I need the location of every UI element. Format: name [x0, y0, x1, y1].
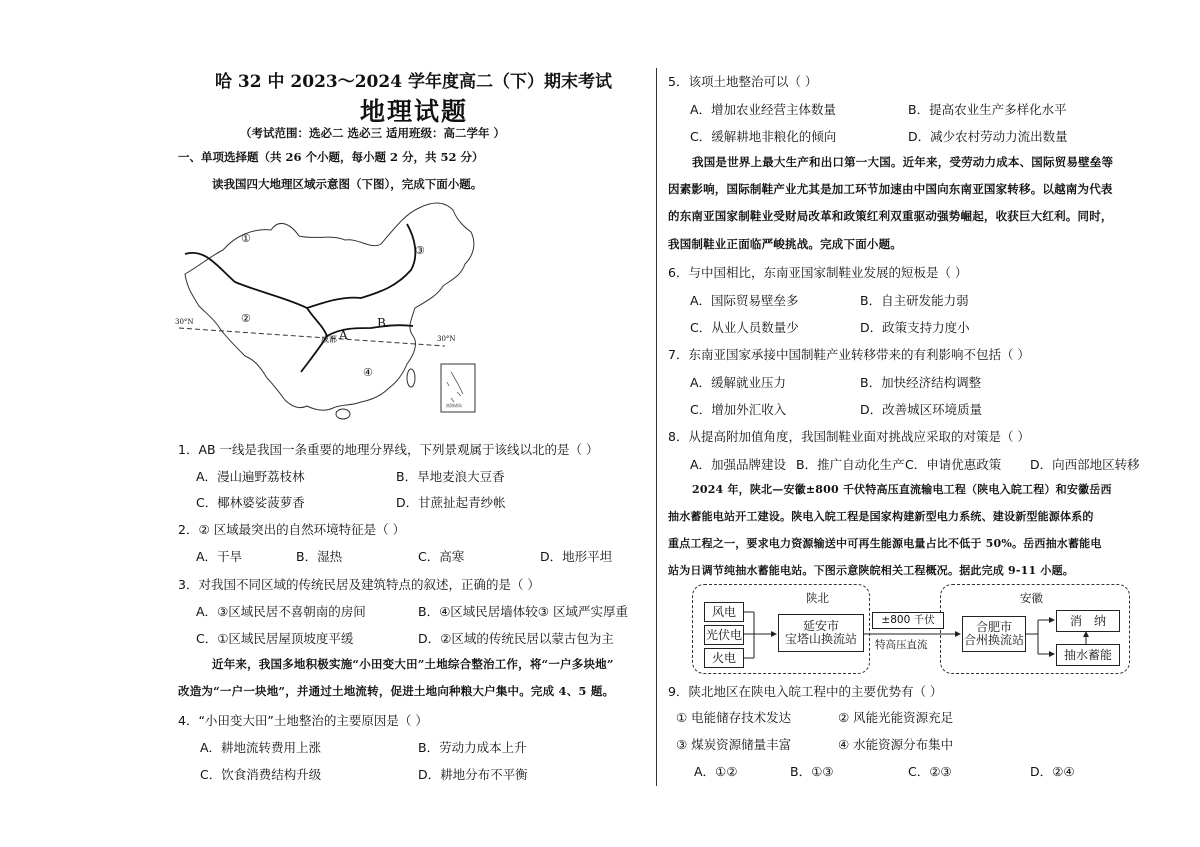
q8-option-b: B．推广自动化生产: [796, 457, 905, 472]
passage-6-8-line2: 因素影响，国际制鞋产业尤其是加工环节加速由中国向东南亚国家转移。以越南为代表: [668, 182, 1113, 196]
passage-9-11-line2: 抽水蓄能电站开工建设。陕电入皖工程是国家构建新型电力系统、建设新型能源体系的: [668, 510, 1094, 523]
exam-subtitle: 地理试题: [360, 97, 469, 126]
passage-6-8-line4: 我国制鞋业正面临严峻挑战。完成下面小题。: [668, 237, 902, 251]
inset-label: 南海诸岛: [446, 403, 462, 408]
q6-option-c: C．从业人员数量少: [690, 320, 799, 335]
q1-option-b: B．旱地麦浪大豆香: [396, 469, 505, 484]
q2-stem: 2．② 区域最突出的自然环境特征是（ ）: [178, 522, 406, 537]
passage-9-11-line3: 重点工程之一，要求电力资源输送中可再生能源电量占比不低于 50%。岳西抽水蓄能电: [668, 537, 1102, 550]
q3-stem: 3．对我国不同区域的传统民居及建筑特点的叙述，正确的是（ ）: [178, 577, 540, 592]
q7-option-b: B．加快经济结构调整: [860, 375, 982, 390]
q7-option-d: D．改善城区环境质量: [860, 402, 983, 417]
q9-option-a: A．①②: [694, 764, 738, 779]
region-2-label: ②: [241, 312, 251, 325]
q4-option-c: C．饮食消费结构升级: [200, 767, 322, 782]
exam-scope: （考试范围：选必二 选必三 适用班级：高二学年 ）: [240, 126, 506, 140]
section-heading: 一、单项选择题（共 26 个小题，每小题 2 分，共 52 分）: [178, 150, 484, 164]
city-label: 成都: [321, 335, 337, 344]
power-transmission-diagram: [692, 584, 1132, 676]
q8-option-a: A．加强品牌建设: [690, 457, 787, 472]
line-b-label: B: [377, 316, 386, 330]
region-1-label: ①: [241, 232, 251, 245]
q8-option-c: C．申请优惠政策: [905, 457, 1002, 472]
consume-box: 消 纳: [1056, 610, 1120, 632]
q5-option-a: A．增加农业经营主体数量: [690, 102, 837, 117]
q4-option-b: B．劳动力成本上升: [418, 740, 527, 755]
q2-option-a: A．干旱: [196, 549, 243, 564]
q9-option-d: D．②④: [1030, 764, 1075, 779]
q5-stem: 5．该项土地整治可以（ ）: [668, 74, 818, 89]
china-regions-map: [175, 196, 490, 428]
q1-option-d: D．甘蔗扯起青纱帐: [396, 495, 506, 510]
q6-option-d: D．政策支持力度小: [860, 320, 970, 335]
q9-option-c: C．②③: [908, 764, 952, 779]
q5-option-b: B．提高农业生产多样化水平: [908, 102, 1067, 117]
q6-option-b: B．自主研发能力弱: [860, 293, 969, 308]
q1-option-c: C．椰林婆娑菠萝香: [196, 495, 305, 510]
thermal-power-box: 火电: [704, 648, 744, 668]
passage-6-8-line3: 的东南亚国家制鞋业受财局改革和政策红利双重驱动强势崛起，收获巨大红利。同时，: [668, 209, 1113, 223]
q9-statement-2: ② 风能光能资源充足: [838, 710, 954, 725]
lat-right-label: 30°N: [437, 335, 456, 343]
uhv-dc-label: 特高压直流: [875, 639, 928, 651]
q4-stem: 4．“小田变大田”土地整治的主要原因是（ ）: [178, 713, 428, 728]
q9-statement-3: ③ 煤炭资源储量丰富: [676, 737, 792, 752]
q2-option-b: B．湿热: [296, 549, 343, 564]
anhui-label: 安徽: [1020, 591, 1043, 605]
map-intro: 读我国四大地理区域示意图（下图），完成下面小题。: [212, 177, 483, 191]
q1-option-a: A．漫山遍野荔枝林: [196, 469, 305, 484]
q7-option-c: C．增加外汇收入: [690, 402, 787, 417]
q3-option-b: B．④区域民居墙体较③ 区域严实厚重: [418, 604, 628, 619]
q3-option-a: A．③区域民居不喜朝南的房间: [196, 604, 366, 619]
q6-option-a: A．国际贸易壁垒多: [690, 293, 799, 308]
q5-option-c: C．缓解耕地非粮化的倾向: [690, 129, 837, 144]
q9-statement-4: ④ 水能资源分布集中: [838, 737, 954, 752]
passage-6-8-line1: 我国是世界上最大生产和出口第一大国。近年来，受劳动力成本、国际贸易壁垒等: [692, 155, 1114, 169]
region-3-label: ③: [415, 244, 425, 257]
q9-statement-1: ① 电能储存技术发达: [676, 710, 792, 725]
wind-power-box: 风电: [704, 602, 744, 622]
q2-option-c: C．高寒: [418, 549, 465, 564]
hainan-island: [336, 409, 350, 419]
exam-title: 哈 32 中 2023～2024 学年度高二（下）期末考试: [215, 72, 612, 92]
map-svg: [175, 196, 490, 428]
passage-4-5-line1: 近年来，我国多地积极实施“小田变大田”土地综合整治工作，将“一户多块地”: [212, 657, 614, 671]
shaanbei-label: 陕北: [806, 591, 829, 605]
yanan-converter-station: 延安市 宝塔山换流站: [778, 614, 864, 652]
q5-option-d: D．减少农村劳动力流出数量: [908, 129, 1068, 144]
q3-option-d: D．②区域的传统民居以蒙古包为主: [418, 631, 614, 646]
column-divider: [656, 68, 657, 786]
china-outline: [185, 203, 474, 410]
q4-option-d: D．耕地分布不平衡: [418, 767, 528, 782]
q9-option-b: B．①③: [790, 764, 834, 779]
q9-stem: 9．陕北地区在陕电入皖工程中的主要优势有（ ）: [668, 684, 943, 699]
voltage-label-box: ±800 千伏: [872, 612, 944, 629]
pumped-storage-box: 抽水蓄能: [1056, 644, 1120, 666]
q7-stem: 7．东南亚国家承接中国制鞋产业转移带来的有利影响不包括（ ）: [668, 347, 1030, 362]
lat-left-label: 30°N: [175, 318, 194, 326]
q4-option-a: A．耕地流转费用上涨: [200, 740, 322, 755]
hefei-converter-station: 合肥市 合州换流站: [962, 616, 1026, 652]
line-a-label: A: [339, 328, 348, 342]
q3-option-c: C．①区域民居屋顶坡度平缓: [196, 631, 354, 646]
passage-9-11-line4: 站为日调节纯抽水蓄能电站。下图示意陕皖相关工程概况。据此完成 9-11 小题。: [668, 564, 1074, 577]
latitude-30n-line: [179, 328, 445, 346]
q2-option-d: D．地形平坦: [540, 549, 613, 564]
q8-stem: 8．从提高附加值角度，我国制鞋业面对挑战应采取的对策是（ ）: [668, 429, 1030, 444]
q8-option-d: D．向西部地区转移: [1030, 457, 1140, 472]
q1-stem: 1．AB 一线是我国一条重要的地理分界线，下列景观属于该线以北的是（ ）: [178, 442, 599, 457]
q6-stem: 6．与中国相比，东南亚国家制鞋业发展的短板是（ ）: [668, 265, 968, 280]
passage-4-5-line2: 改造为“一户一块地”，并通过土地流转，促进土地向种粮大户集中。完成 4、5 题。: [178, 684, 615, 698]
passage-9-11-line1: 2024 年，陕北—安徽±800 千伏特高压直流输电工程（陕电入皖工程）和安徽岳西: [692, 483, 1112, 496]
solar-power-box: 光伏电: [704, 625, 744, 645]
region-4-label: ④: [363, 366, 373, 379]
q7-option-a: A．缓解就业压力: [690, 375, 787, 390]
taiwan-island: [407, 369, 415, 387]
